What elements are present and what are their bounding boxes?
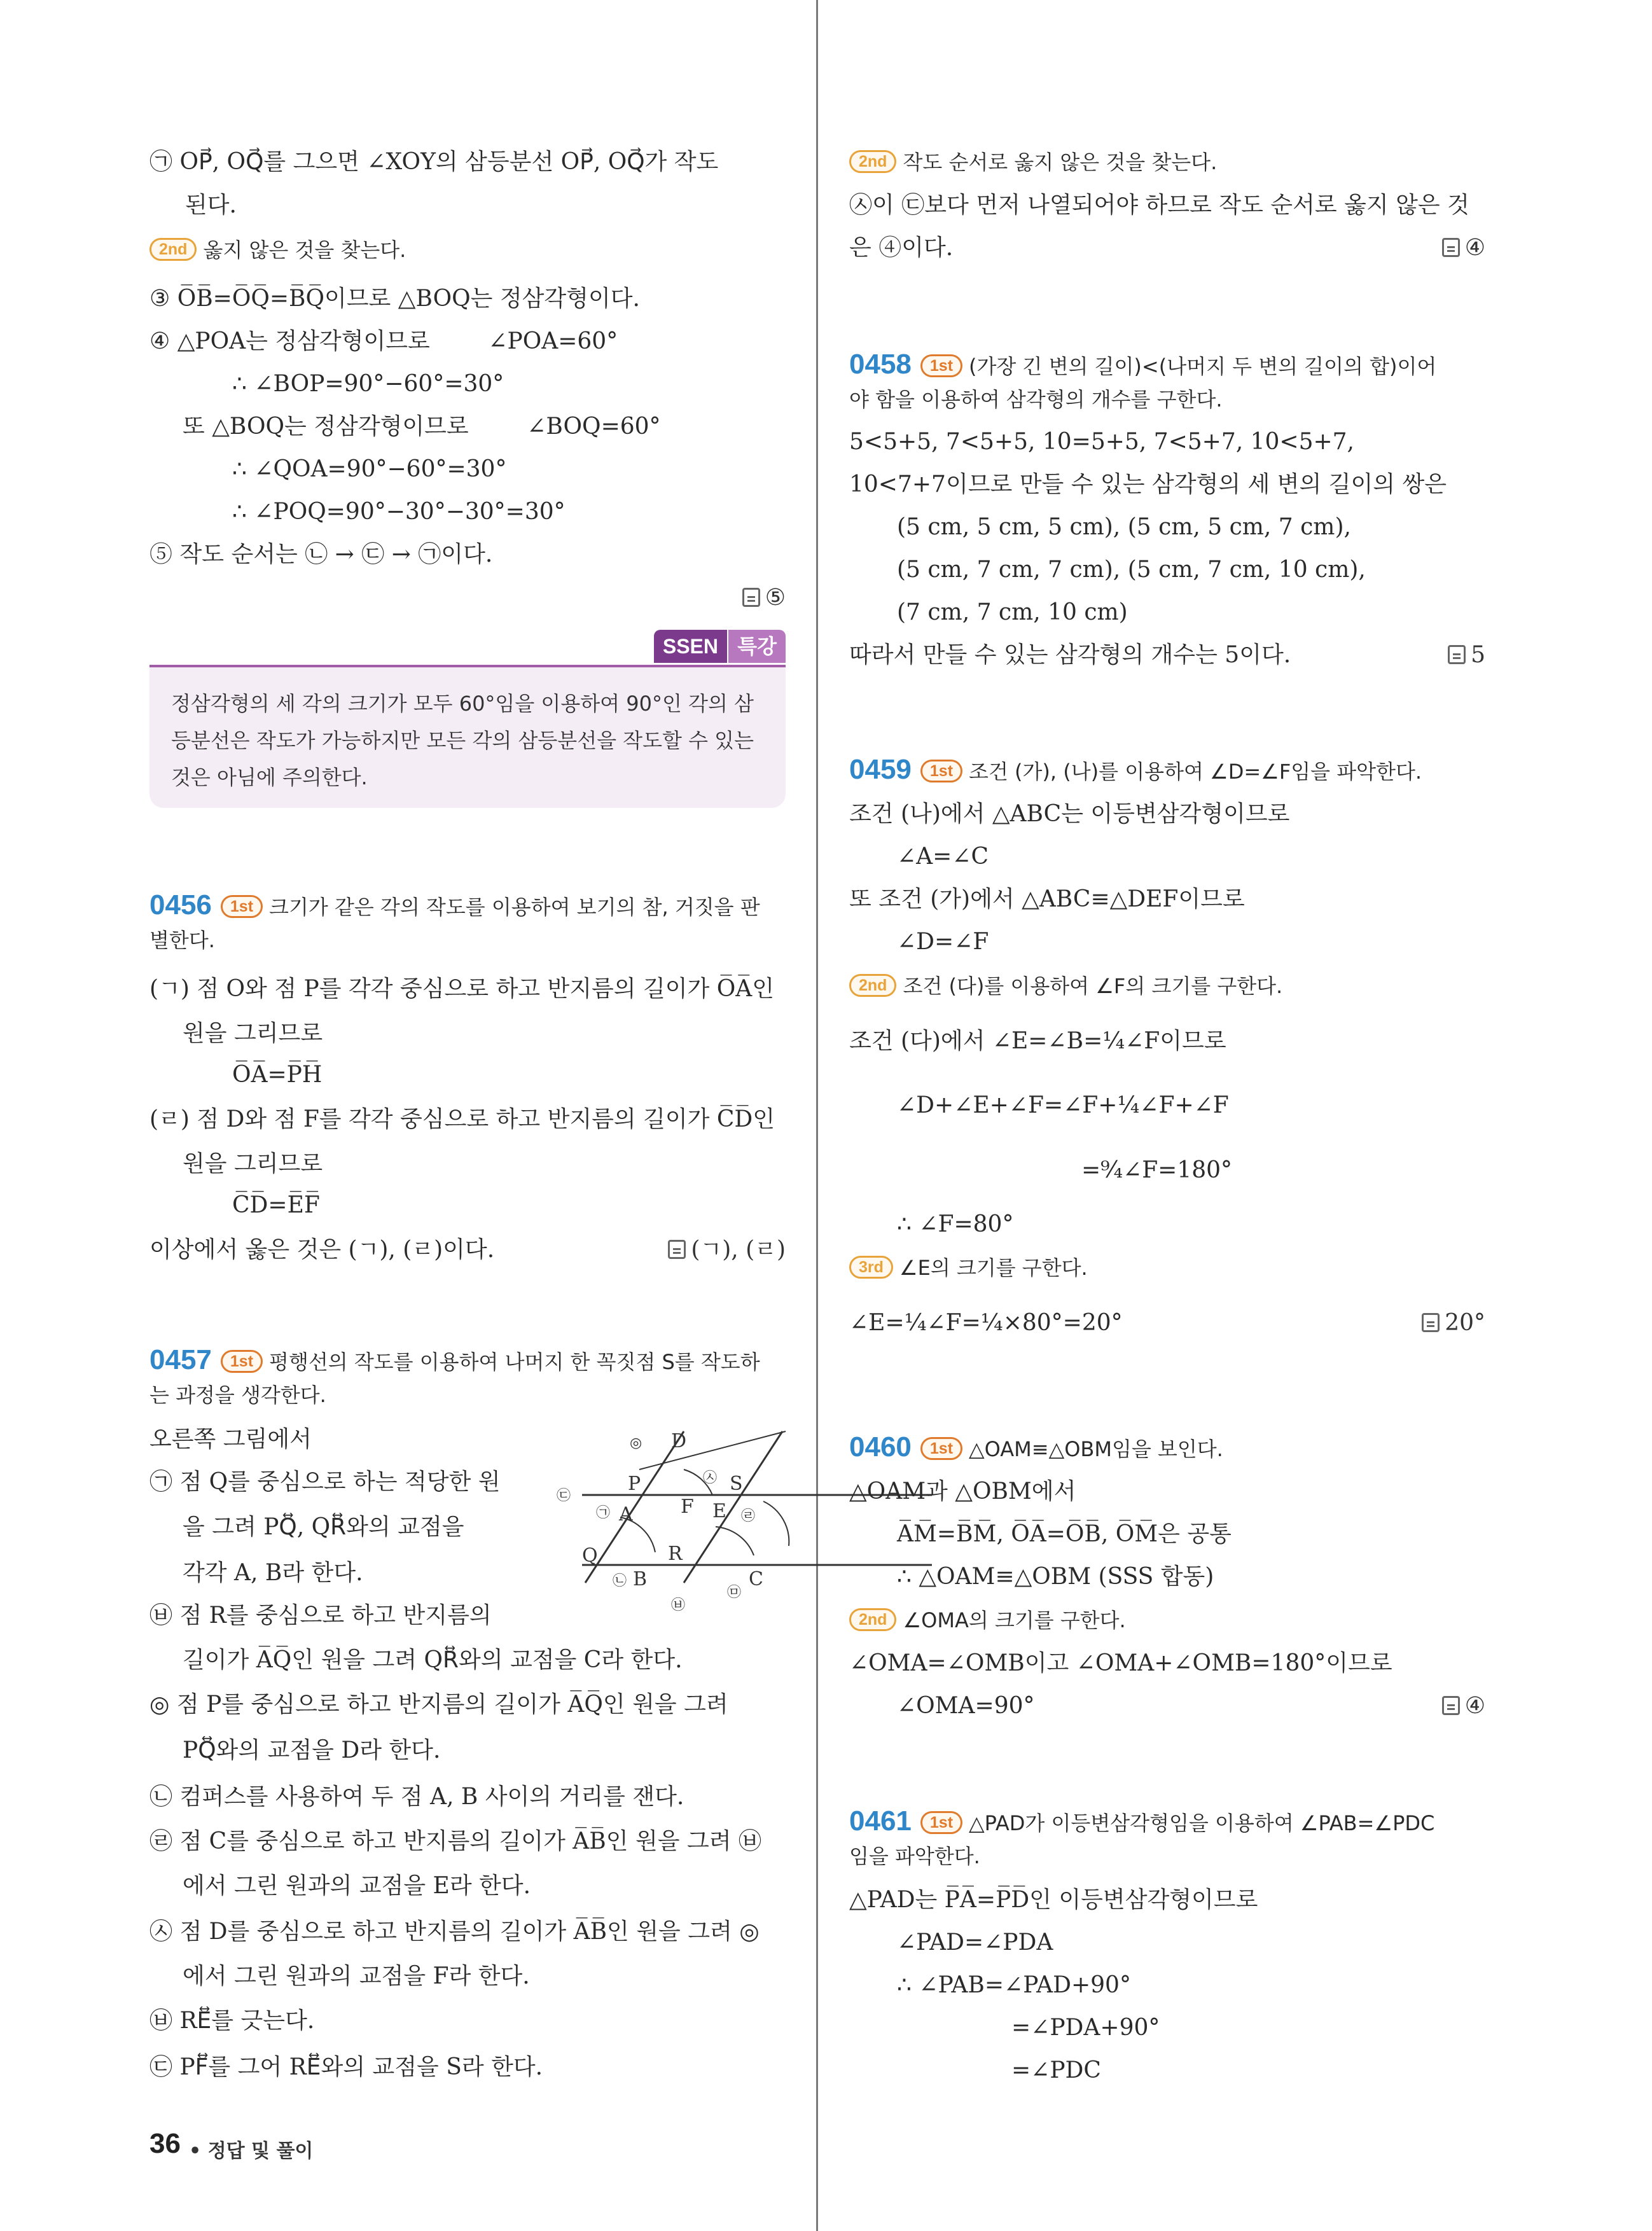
text-line: ㉢ PF⃡를 그어 RE⃡와의 교점을 S라 한다. (149, 2054, 543, 2080)
text-line: 10<7+7이므로 만들 수 있는 삼각형의 세 변의 길이의 쌍은 (849, 471, 1447, 497)
text-line: (5 cm, 5 cm, 5 cm), (5 cm, 5 cm, 7 cm), (897, 514, 1351, 540)
point-label: D (671, 1430, 687, 1452)
step-badge: 1st (920, 1811, 962, 1834)
point-label: F (681, 1496, 694, 1518)
step-heading (849, 146, 1217, 178)
text-line: O̅A̅=P̅H̅ (232, 1062, 323, 1088)
step-badge: 2nd (149, 238, 197, 261)
text-line: 또 조건 (가)에서 △ABC≡△DEF이므로 (849, 886, 1245, 912)
tip-box (149, 665, 786, 808)
answer-icon (1422, 1313, 1440, 1332)
text-line: ㉠ 점 Q를 중심으로 하는 적당한 원 (149, 1469, 501, 1495)
point-label: A (619, 1503, 633, 1526)
text-line: =⁹⁄₄∠F=180° (1081, 1157, 1233, 1183)
problem-heading (149, 887, 760, 925)
text-line: 원을 그리므로 (183, 1020, 323, 1046)
step-text: 조건 (다)를 이용하여 ∠F의 크기를 구한다. (903, 974, 1283, 998)
text-line: 길이가 A̅Q̅인 원을 그려 QR⃡와의 교점을 C라 한다. (183, 1647, 683, 1673)
problem-heading (849, 1429, 1223, 1467)
text-line: 오른쪽 그림에서 (149, 1426, 312, 1452)
answer-icon (742, 588, 760, 607)
step-badge: 2nd (849, 974, 896, 997)
problem-heading (849, 347, 1436, 384)
answer-value: ⑤ (765, 585, 786, 611)
problem-desc: (가장 긴 변의 길이)<(나머지 두 변의 길이의 합)이어 (969, 354, 1437, 379)
step-heading (149, 234, 406, 266)
step-text: ∠E의 크기를 구한다. (899, 1256, 1088, 1280)
step-badge: 1st (920, 354, 962, 377)
answer-icon (1448, 645, 1466, 664)
tip-label: 특강 (728, 630, 786, 663)
text-line: 5<5+5, 7<5+5, 10=5+5, 7<5+7, 10<5+7, (849, 429, 1355, 455)
text-line: ㉦이 ㉢보다 먼저 나열되어야 하므로 작도 순서로 옳지 않은 것 (849, 192, 1469, 218)
tip-line: 등분선은 작도가 가능하지만 모든 각의 삼등분선을 작도할 수 있는 (171, 728, 754, 753)
problem-desc: 는 과정을 생각한다. (149, 1383, 326, 1407)
text-line: ∴ △OAM≡△OBM (SSS 합동) (897, 1564, 1214, 1590)
answer-mark (1448, 639, 1485, 671)
problem-heading (849, 1804, 1434, 1841)
answer-value: (ㄱ), (ㄹ) (691, 1237, 786, 1263)
text-line: (ㄱ) 점 O와 점 P를 각각 중심으로 하고 반지름의 길이가 O̅A̅인 (149, 976, 775, 1002)
step-marker: ◎ (630, 1435, 642, 1451)
page-number: 36 (149, 2128, 181, 2159)
answer-value: 20° (1445, 1310, 1485, 1336)
step-badge: 3rd (849, 1256, 893, 1279)
text-line: (ㄹ) 점 D와 점 F를 각각 중심으로 하고 반지름의 길이가 C̅D̅인 (149, 1106, 775, 1132)
text-line: ④ △POA는 정삼각형이므로 ∠POA=60° (149, 328, 618, 354)
point-label: B (633, 1568, 648, 1590)
problem-desc: △PAD가 이등변삼각형임을 이용하여 ∠PAB=∠PDC (969, 1811, 1435, 1835)
text-line: ∠E=¼∠F=¼×80°=20° (849, 1310, 1123, 1336)
step-badge: 2nd (849, 1608, 896, 1631)
answer-icon (668, 1240, 686, 1259)
text-line: ∴ ∠QOA=90°−60°=30° (232, 456, 507, 482)
step-heading (849, 970, 1282, 1002)
text-line: ⑤ 작도 순서는 ㉡ → ㉢ → ㉠이다. (149, 541, 493, 567)
tip-line: 것은 아님에 주의한다. (171, 765, 368, 789)
step-badge: 2nd (849, 150, 896, 173)
tip-brand: SSEN (654, 630, 727, 663)
text-line: 은 ④이다. (849, 235, 954, 261)
problem-desc: 임을 파악한다. (849, 1844, 980, 1868)
text-line: ∴ ∠BOP=90°−60°=30° (232, 371, 504, 397)
answer-mark (668, 1234, 786, 1266)
step-marker: ㉤ (727, 1585, 742, 1601)
problem-number: 0460 (849, 1431, 912, 1463)
step-badge: 1st (221, 1350, 263, 1373)
text-line: ㉥ RE⃡를 긋는다. (149, 2008, 315, 2034)
text-line: △OAM과 △OBM에서 (849, 1478, 1076, 1505)
text-line: 된다. (185, 192, 237, 218)
text-line: ③ O̅B̅=O̅Q̅=B̅Q̅이므로 △BOQ는 정삼각형이다. (149, 286, 640, 312)
text-line: 조건 (나)에서 △ABC는 이등변삼각형이므로 (849, 801, 1290, 827)
point-label: E (712, 1500, 726, 1522)
step-badge: 1st (920, 760, 962, 782)
text-line: ∴ ∠PAB=∠PAD+90° (897, 1972, 1131, 1998)
tip-line: 정삼각형의 세 각의 크기가 모두 60°임을 이용하여 90°인 각의 삼 (171, 692, 754, 716)
problem-desc: 별한다. (149, 928, 215, 952)
text-line: ∠OMA=90° (897, 1693, 1035, 1719)
step-text: 옳지 않은 것을 찾는다. (203, 238, 406, 262)
step-marker: ㉡ (613, 1573, 627, 1589)
text-line: ㉠ OP⃗, OQ⃗를 그으면 ∠XOY의 삼등분선 OP⃗, OQ⃗가 작도 (149, 149, 719, 175)
text-line: 을 그려 PQ⃡, QR⃡와의 교점을 (183, 1514, 464, 1540)
text-line: ◎ 점 P를 중심으로 하고 반지름의 길이가 A̅Q̅인 원을 그려 (149, 1692, 728, 1718)
step-marker: ㉢ (557, 1488, 571, 1504)
step-badge: 1st (920, 1437, 962, 1460)
answer-value: ④ (1464, 235, 1485, 261)
answer-value: 5 (1471, 642, 1485, 668)
text-line: ㉦ 점 D를 중심으로 하고 반지름의 길이가 A̅B̅인 원을 그려 ◎ (149, 1919, 760, 1945)
footer-title: • 정답 및 풀이 (189, 2140, 314, 2162)
step-heading (849, 1604, 1126, 1636)
answer-value: ④ (1464, 1693, 1485, 1719)
text-line: 또 △BOQ는 정삼각형이므로 ∠BOQ=60° (183, 414, 661, 440)
text-line: ∠D+∠E+∠F=∠F+¼∠F+∠F (897, 1092, 1229, 1118)
problem-number: 0459 (849, 754, 912, 785)
text-line: 따라서 만들 수 있는 삼각형의 개수는 5이다. (849, 642, 1291, 668)
step-marker: ㉠ (596, 1505, 611, 1521)
answer-mark (1422, 1307, 1485, 1339)
step-marker: ㉥ (671, 1597, 686, 1613)
step-text: 작도 순서로 옳지 않은 것을 찾는다. (903, 150, 1218, 174)
column-divider (816, 0, 818, 2231)
problem-desc: 크기가 같은 각의 작도를 이용하여 보기의 참, 거짓을 판 (269, 895, 760, 919)
text-line: (7 cm, 7 cm, 10 cm) (897, 599, 1128, 625)
step-marker: ㉣ (741, 1508, 756, 1524)
text-line: 에서 그린 원과의 교점을 E라 한다. (183, 1873, 531, 1899)
problem-desc: 야 함을 이용하여 삼각형의 개수를 구한다. (849, 387, 1223, 412)
point-label: P (628, 1473, 641, 1495)
text-line: =∠PDA+90° (1011, 2015, 1160, 2041)
text-line: PQ⃡와의 교점을 D라 한다. (183, 1737, 441, 1763)
point-label: Q (582, 1545, 598, 1567)
text-line: 각각 A, B라 한다. (183, 1560, 363, 1586)
text-line: (5 cm, 7 cm, 7 cm), (5 cm, 7 cm, 10 cm), (897, 557, 1366, 583)
problem-number: 0458 (849, 349, 912, 380)
problem-heading (849, 752, 1422, 789)
point-label: C (749, 1568, 763, 1590)
problem-desc: 조건 (가), (나)를 이용하여 ∠D=∠F임을 파악한다. (969, 760, 1422, 784)
text-line: A̅M̅=B̅M̅, O̅A̅=O̅B̅, O̅M̅은 공통 (897, 1521, 1232, 1547)
text-line: ∠OMA=∠OMB이고 ∠OMA+∠OMB=180°이므로 (849, 1650, 1392, 1676)
problem-number: 0461 (849, 1805, 912, 1837)
text-line: 원을 그리므로 (183, 1151, 323, 1177)
problem-number: 0456 (149, 889, 212, 921)
text-line: ㉥ 점 R를 중심으로 하고 반지름의 (149, 1602, 492, 1629)
answer-mark (1442, 1690, 1485, 1722)
text-line: ㉡ 컴퍼스를 사용하여 두 점 A, B 사이의 거리를 잰다. (149, 1784, 684, 1810)
text-line: ∴ ∠POQ=90°−30°−30°=30° (232, 499, 566, 525)
problem-number: 0457 (149, 1344, 212, 1375)
answer-icon (1442, 238, 1460, 257)
text-line: △PAD는 P̅A̅=P̅D̅인 이등변삼각형이므로 (849, 1887, 1258, 1913)
answer-mark (1442, 232, 1485, 264)
text-line: C̅D̅=E̅F̅ (232, 1192, 320, 1218)
step-heading (849, 1252, 1088, 1284)
text-line: ∴ ∠F=80° (897, 1211, 1014, 1237)
text-line: 이상에서 옳은 것은 (ㄱ), (ㄹ)이다. (149, 1237, 495, 1263)
step-badge: 1st (221, 895, 263, 918)
answer-icon (1442, 1696, 1460, 1715)
step-marker: ㉦ (703, 1470, 718, 1486)
text-line: ∠D=∠F (897, 929, 989, 955)
text-line: ∠A=∠C (897, 844, 989, 870)
step-text: ∠OMA의 크기를 구한다. (903, 1608, 1126, 1632)
text-line: ∠PAD=∠PDA (897, 1929, 1053, 1956)
point-label: R (668, 1543, 683, 1565)
problem-heading (149, 1342, 760, 1380)
problem-desc: △OAM≡△OBM임을 보인다. (969, 1437, 1223, 1461)
answer-mark (742, 582, 786, 614)
text-line: 에서 그린 원과의 교점을 F라 한다. (183, 1963, 530, 1989)
text-line: =∠PDC (1011, 2057, 1101, 2083)
text-line: ㉣ 점 C를 중심으로 하고 반지름의 길이가 A̅B̅인 원을 그려 ㉥ (149, 1828, 761, 1854)
point-label: S (730, 1473, 743, 1495)
text-line: 조건 (다)에서 ∠E=∠B=¼∠F이므로 (849, 1028, 1226, 1054)
problem-desc: 평행선의 작도를 이용하여 나머지 한 꼭짓점 S를 작도하 (269, 1350, 760, 1374)
